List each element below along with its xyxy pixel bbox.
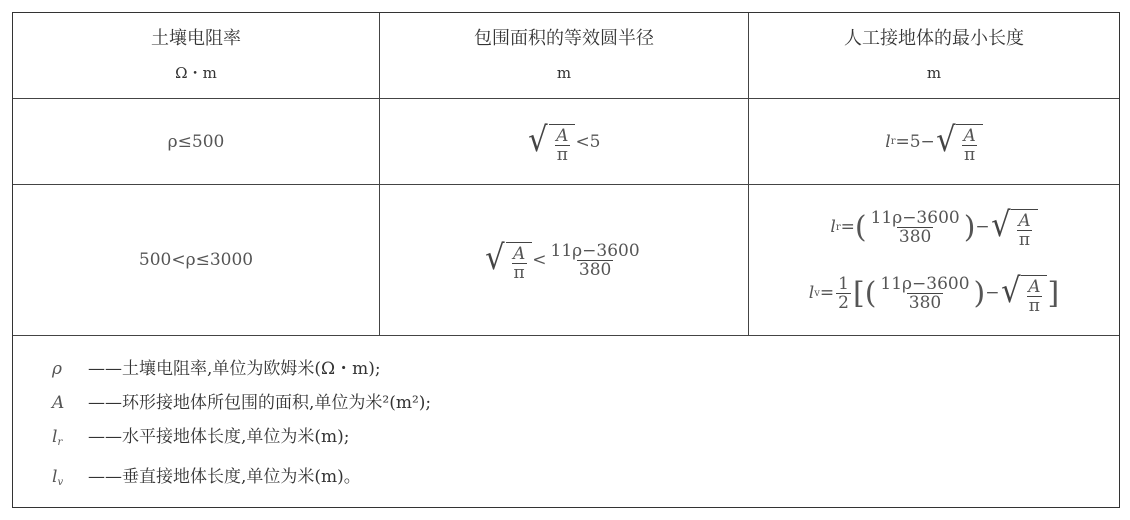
frac-den: π: [964, 144, 976, 165]
note-symbol-sub: v: [57, 477, 64, 488]
row2-resistivity: [13, 185, 379, 335]
formula-minus: −: [975, 217, 990, 237]
frac-num: A: [963, 125, 976, 146]
header-title: 人工接地体的最小长度: [844, 27, 1024, 49]
note-text: ——水平接地体长度,单位为米(m);: [88, 427, 350, 447]
formula-eq: =: [840, 217, 855, 237]
note-symbol: ρ: [52, 359, 62, 379]
formula-vertical: l v = $\frac{1}{2}$ [ ( $\frac{11\rho-3600}{380}$ ) − √ $\frac{A}{\pi}$ ]: [808, 271, 1060, 316]
frac-num: 11ρ−3600: [870, 207, 960, 228]
formula-horizontal: l r = ( $\frac{11\rho-3600}{380}$ ) − √ $\frac{A}{\pi}$: [830, 194, 1037, 260]
note-symbol: [52, 460, 88, 500]
frac-num: A: [1018, 211, 1031, 231]
frac-num: 1: [838, 273, 849, 294]
frac-num: A: [556, 125, 569, 146]
frac-den: 380: [578, 259, 612, 280]
frac-den: π: [1028, 296, 1040, 316]
note-symbol-base: l: [52, 427, 58, 447]
header-equivalent-radius: [380, 13, 748, 98]
header-unit: m: [556, 63, 572, 82]
symbol-notes: [52, 352, 431, 500]
formula-minus: −: [985, 283, 1000, 303]
note-symbol-base: l: [52, 467, 58, 487]
frac-den: 380: [898, 226, 932, 247]
sqrt-expression: √ $\frac{A}{\pi}$: [990, 205, 1038, 249]
frac-den: π: [1018, 230, 1031, 250]
formula-lhs-sub: r: [890, 136, 896, 147]
note-row: [52, 420, 431, 460]
sqrt-expression: √ $\frac{A}{\pi}$: [527, 120, 575, 164]
resistivity-range: ρ≤500: [167, 131, 225, 152]
header-unit: Ω・m: [175, 63, 217, 82]
fraction-half: [836, 275, 851, 312]
note-text: ——垂直接地体长度,单位为米(m)。: [88, 467, 361, 487]
row2-condition: [380, 185, 748, 335]
formula-lhs-sub: r: [835, 221, 841, 233]
fraction: [549, 242, 642, 279]
frac-den: 2: [838, 292, 849, 313]
relation: <: [532, 250, 547, 270]
formula-lhs: l: [830, 217, 836, 237]
note-symbol: [52, 420, 88, 460]
frac-den: π: [513, 263, 525, 283]
row2-formulas: [749, 185, 1119, 335]
frac-num: A: [1028, 277, 1041, 297]
note-row: [52, 352, 431, 386]
relation: <5: [575, 131, 601, 152]
note-symbol-sub: r: [57, 437, 63, 448]
sqrt-expression: √ $\frac{A}{\pi}$: [484, 238, 532, 282]
note-symbol: A: [52, 393, 65, 413]
note-text: ——土壤电阻率,单位为欧姆米(Ω・m);: [88, 359, 381, 379]
frac-den: π: [556, 144, 568, 165]
header-title: 土壤电阻率: [151, 27, 241, 49]
formula-lhs: l: [885, 131, 891, 152]
sqrt-expression: √ $\frac{A}{\pi}$: [935, 120, 983, 164]
note-text: ——环形接地体所包围的面积,单位为米²(m²);: [88, 393, 432, 413]
row1-resistivity: [13, 99, 379, 184]
formula-lhs-sub: v: [814, 287, 820, 299]
formula-lhs: l: [808, 283, 815, 303]
frac-num: 11ρ−3600: [550, 240, 640, 261]
fraction: [878, 275, 971, 312]
header-min-length: [749, 13, 1119, 98]
header-title: 包围面积的等效圆半径: [474, 27, 654, 49]
note-row: [52, 386, 431, 420]
fraction: [869, 209, 962, 246]
header-soil-resistivity: [13, 13, 379, 98]
sqrt-expression: √ $\frac{A}{\pi}$: [1000, 271, 1048, 315]
frac-den: 380: [908, 292, 942, 313]
note-row: [52, 460, 431, 500]
frac-num: A: [513, 244, 526, 264]
formula-eq: =5−: [895, 131, 935, 152]
row-divider: [13, 335, 1119, 336]
formula-eq: =: [819, 283, 835, 303]
row1-formula: [749, 99, 1119, 184]
frac-num: 11ρ−3600: [880, 273, 970, 294]
header-unit: m: [926, 63, 942, 82]
resistivity-range: 500<ρ≤3000: [138, 250, 254, 270]
row1-condition: [380, 99, 748, 184]
